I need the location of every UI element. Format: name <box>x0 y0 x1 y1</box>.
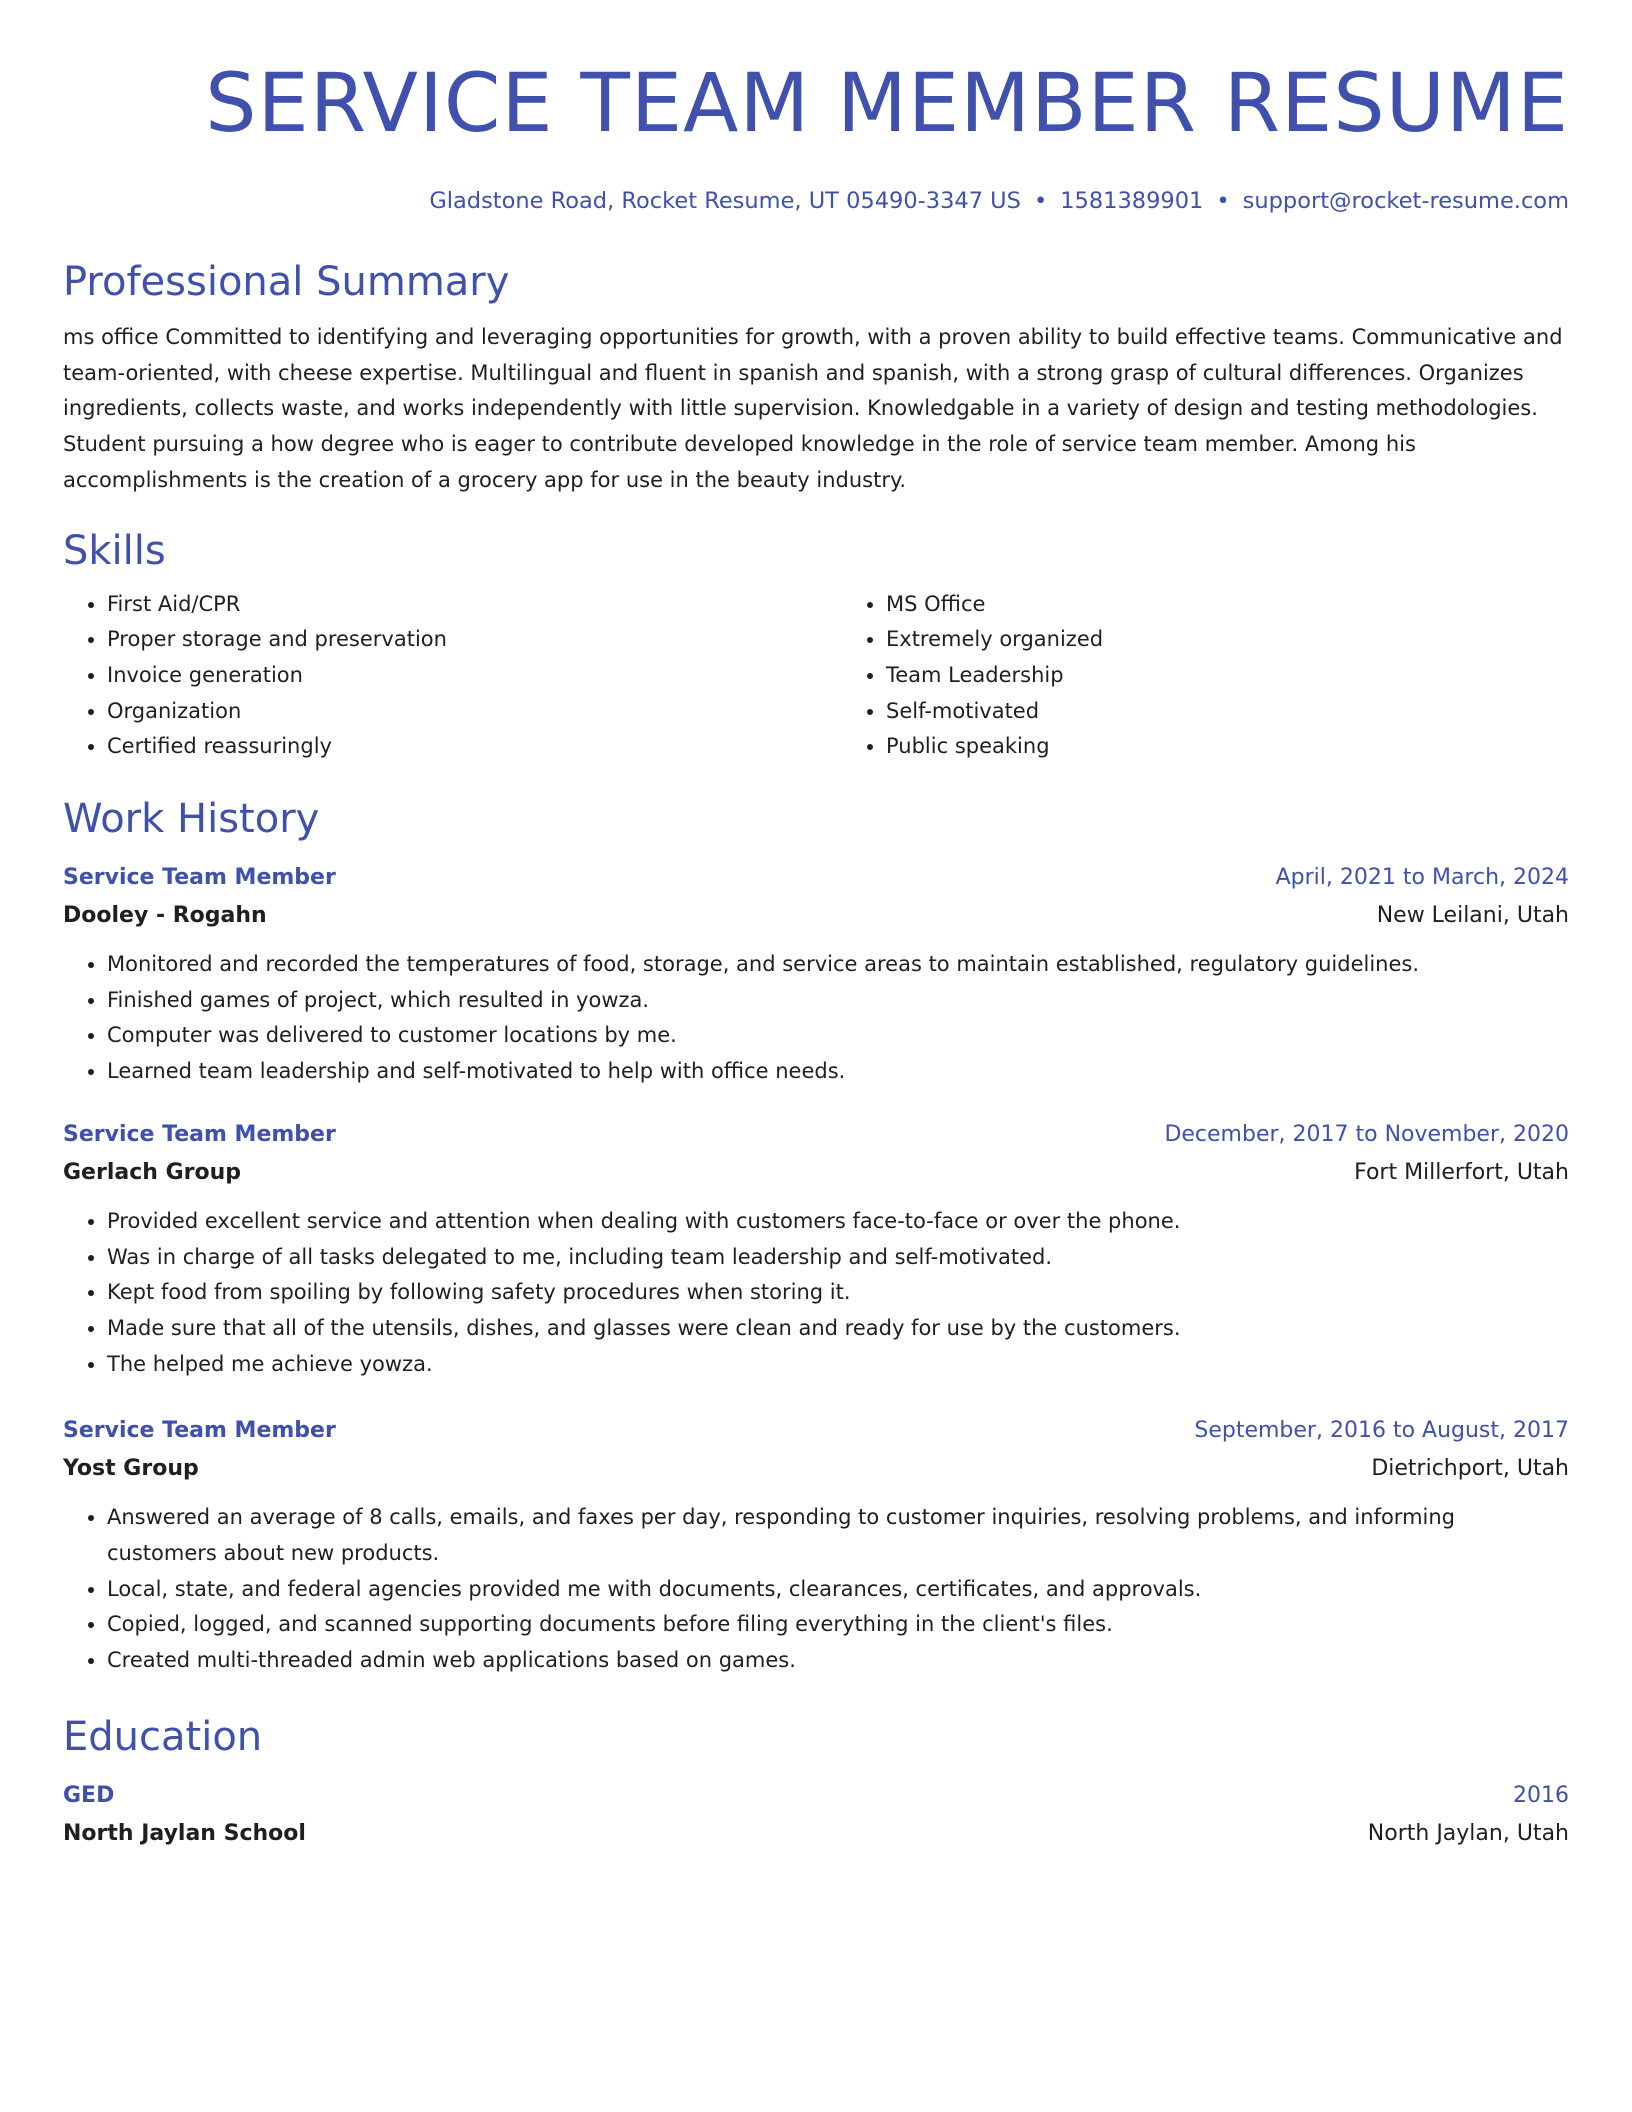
skill-item: • First Aid/CPR <box>107 587 842 623</box>
job-dates: December, 2017 to November, 2020 <box>1164 1121 1569 1147</box>
skill-item: • MS Office <box>886 587 1569 623</box>
job-bullet: • Made sure that all of the utensils, dishes, and glasses were clean and ready for use by the customers. <box>107 1311 1569 1347</box>
education-school: North Jaylan School <box>63 1820 306 1846</box>
contact-separator: • <box>1216 188 1230 214</box>
job-title: Service Team Member <box>63 1121 336 1147</box>
job-bullet: • Local, state, and federal agencies provided me with documents, clearances, certificates, and approvals. <box>107 1572 1569 1608</box>
contact-address: Gladstone Road, Rocket Resume, UT 05490-3347 US <box>429 188 1021 214</box>
job-company: Yost Group <box>63 1456 199 1482</box>
job-company: Gerlach Group <box>63 1159 242 1185</box>
skills-column-right <box>842 587 1569 766</box>
job-bullet: • Answered an average of 8 calls, emails, and faxes per day, responding to customer inquiries, resolving problems, and informing customers about new products. <box>107 1500 1569 1571</box>
job-title: Service Team Member <box>63 1418 336 1444</box>
skill-item: • Proper storage and preservation <box>107 622 842 658</box>
work-history-heading: Work History <box>63 796 320 843</box>
education-header-row <box>63 1781 1569 1811</box>
contact-line <box>63 186 1569 216</box>
skill-item: • Team Leadership <box>886 658 1569 694</box>
education-year: 2016 <box>1513 1782 1569 1808</box>
job-bullet: • Created multi-threaded admin web applications based on games. <box>107 1643 1569 1679</box>
job-entry <box>63 1120 1569 1383</box>
job-header-row <box>63 1416 1569 1446</box>
contact-separator: • <box>1033 188 1048 214</box>
job-bullet: • Was in charge of all tasks delegated to me, including team leadership and self-motivated. <box>107 1240 1569 1276</box>
resume-title: SERVICE TEAM MEMBER RESUME <box>205 57 1569 151</box>
job-company-row <box>63 1158 1569 1188</box>
skills-list <box>63 587 1569 766</box>
job-location: New Leilani, Utah <box>1376 903 1569 929</box>
job-header-row <box>63 1120 1569 1150</box>
skill-item: • Certified reassuringly <box>107 729 842 765</box>
resume-header <box>63 0 1569 216</box>
job-company: Dooley - Rogahn <box>63 903 267 929</box>
job-entry <box>63 863 1569 1090</box>
job-bullets <box>63 1500 1569 1679</box>
job-bullet: • Copied, logged, and scanned supporting documents before filing everything in the client's files. <box>107 1607 1569 1643</box>
job-bullet: • Kept food from spoiling by following safety procedures when storing it. <box>107 1275 1569 1311</box>
summary-heading: Professional Summary <box>63 259 510 305</box>
job-company-row <box>63 901 1569 931</box>
education-school-row <box>63 1819 1569 1849</box>
job-dates: September, 2016 to August, 2017 <box>1194 1418 1569 1444</box>
summary-text: ms office Committed to identifying and leveraging opportunities for growth, with a proven ability to build effective teams. Communicative and team-oriented, with cheese expertise. Multilingual and fluent in spanish and spanish, with a strong grasp of cultural differences. Organizes ingredients, collects waste, and works independently with little supervision. Knowledgable in a variety of design and testing methodologies. Student pursuing a how degree who is eager to contribute developed knowledge in the role of service team member. Among his accomplishments is the creation of a grocery app for use in the beauty industry. <box>63 325 1563 492</box>
skill-item: • Public speaking <box>886 729 1569 765</box>
job-company-row <box>63 1454 1569 1484</box>
job-bullet: • Finished games of project, which resulted in yowza. <box>107 983 1569 1019</box>
job-entry <box>63 1416 1569 1679</box>
job-bullet: • Provided excellent service and attention when dealing with customers face-to-face or over the phone. <box>107 1204 1569 1240</box>
job-bullet: • Learned team leadership and self-motivated to help with office needs. <box>107 1054 1569 1090</box>
education-degree: GED <box>63 1782 115 1808</box>
job-location: Dietrichport, Utah <box>1371 1456 1569 1482</box>
skill-item: • Invoice generation <box>107 658 842 694</box>
job-dates: April, 2021 to March, 2024 <box>1275 865 1569 891</box>
skill-item: • Self-motivated <box>886 694 1569 730</box>
skills-heading: Skills <box>63 527 166 574</box>
job-location: Fort Millerfort, Utah <box>1354 1159 1569 1185</box>
skill-item: • Extremely organized <box>886 622 1569 658</box>
job-bullets <box>63 947 1569 1090</box>
job-bullet: • The helped me achieve yowza. <box>107 1347 1569 1383</box>
contact-email: support@rocket-resume.com <box>1242 188 1569 214</box>
education-location: North Jaylan, Utah <box>1367 1820 1569 1846</box>
education-heading: Education <box>63 1713 263 1760</box>
job-bullet: • Computer was delivered to customer locations by me. <box>107 1018 1569 1054</box>
skill-item: • Organization <box>107 694 842 730</box>
job-bullet: • Monitored and recorded the temperatures of food, storage, and service areas to maintain established, regulatory guidelines. <box>107 947 1569 983</box>
job-title: Service Team Member <box>63 865 336 891</box>
job-bullets <box>63 1204 1569 1383</box>
job-header-row <box>63 863 1569 893</box>
skills-column-left <box>63 587 842 766</box>
education-entry <box>63 1781 1569 1849</box>
contact-phone: 1581389901 <box>1060 188 1204 214</box>
